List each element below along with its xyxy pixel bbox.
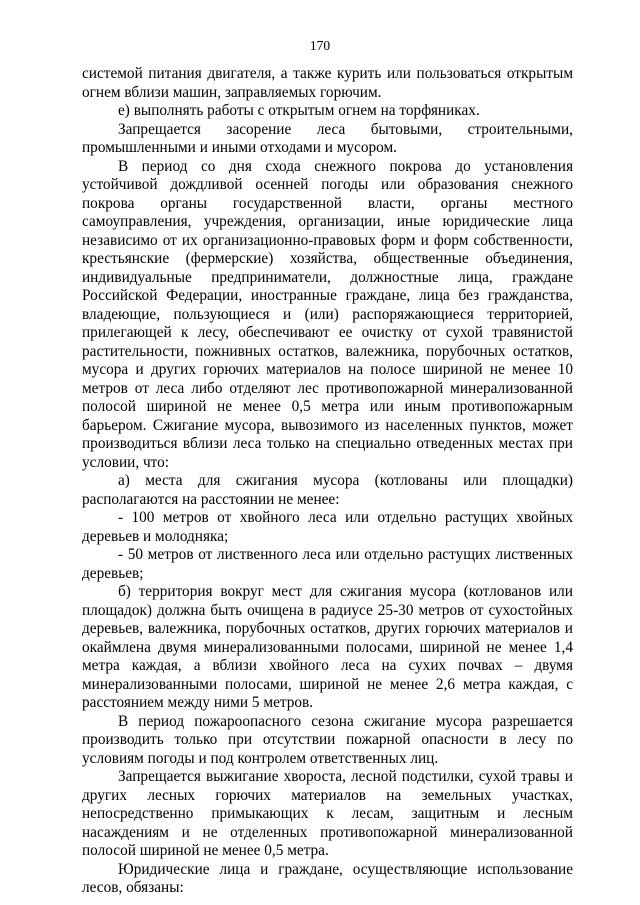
document-body bbox=[82, 65, 573, 898]
paragraph: е) выполнять работы с открытым огнем на торфяниках. bbox=[118, 102, 480, 119]
paragraph: Юридические лица и граждане, осуществляющие использование лесов, обязаны: bbox=[82, 860, 573, 896]
paragraph: В период со дня схода снежного покрова до установления устойчивой дождливой осенней погоды или образования снежного покрова органы государственной власти, органы местного самоуправления, учреждения, организации, иные юридические лица независимо от их организационно-правовых форм и форм собственности, крестьянские (фермерские) хозяйства, общественные объединения, индивидуальные предприниматели, должностные лица, граждане Российской Федерации, иностранные граждане, лица без гражданства, владеющие, пользующиеся и (или) распоряжающиеся территорией, прилегающей к лесу, обеспечивают ее очистку от сухой травянистой растительности, пожнивных остатков, валежника, порубочных остатков, мусора и других горючих материалов на полосе шириной не менее 10 метров от леса либо отделяют лес противопожарной минерализованной полосой шириной не менее 0,5 метра или иным противопожарным барьером. Сжигание мусора, вывозимого из населенных пунктов, может производиться вблизи леса только на специально отведенных местах при условии, что: bbox=[82, 157, 573, 471]
paragraph: Запрещается выжигание хвороста, лесной подстилки, сухой травы и других лесных горючих материалов на земельных участках, непосредственно примыкающих к лесам, защитным и лесным насаждениям и не отделенных противопожарной минерализованной полосой шириной не менее 0,5 метра. bbox=[82, 768, 573, 859]
paragraph: б) территория вокруг мест для сжигания мусора (котлованов или площадок) должна быть очищена в радиусе 25-30 метров от сухостойных деревьев, валежника, порубочных остатков, других горючих материалов и окаймлена двумя минерализованными полосами, шириной не менее 1,4 метра каждая, а вблизи хвойного леса на сухих почвах – двумя минерализованными полосами, шириной не менее 2,6 метра каждая, с расстоянием между ними 5 метров. bbox=[82, 583, 573, 711]
paragraph: - 100 метров от хвойного леса или отдельно растущих хвойных деревьев и молодняка; bbox=[82, 509, 573, 545]
paragraph: В период пожароопасного сезона сжигание мусора разрешается производить только при отсутствии пожарной опасности в лесу по условиям погоды и под контролем ответственных лиц. bbox=[82, 712, 573, 767]
paragraph: а) места для сжигания мусора (котлованы или площадки) располагаются на расстоянии не менее: bbox=[82, 472, 573, 508]
page-number: 170 bbox=[309, 38, 331, 53]
paragraph: Запрещается засорение леса бытовыми, строительными, промышленными и иными отходами и мусором. bbox=[82, 120, 573, 156]
paragraph: - 50 метров от лиственного леса или отдельно растущих лиственных деревьев; bbox=[82, 546, 573, 582]
paragraph: системой питания двигателя, а также курить или пользоваться открытым огнем вблизи машин, заправляемых горючим. bbox=[82, 65, 573, 101]
